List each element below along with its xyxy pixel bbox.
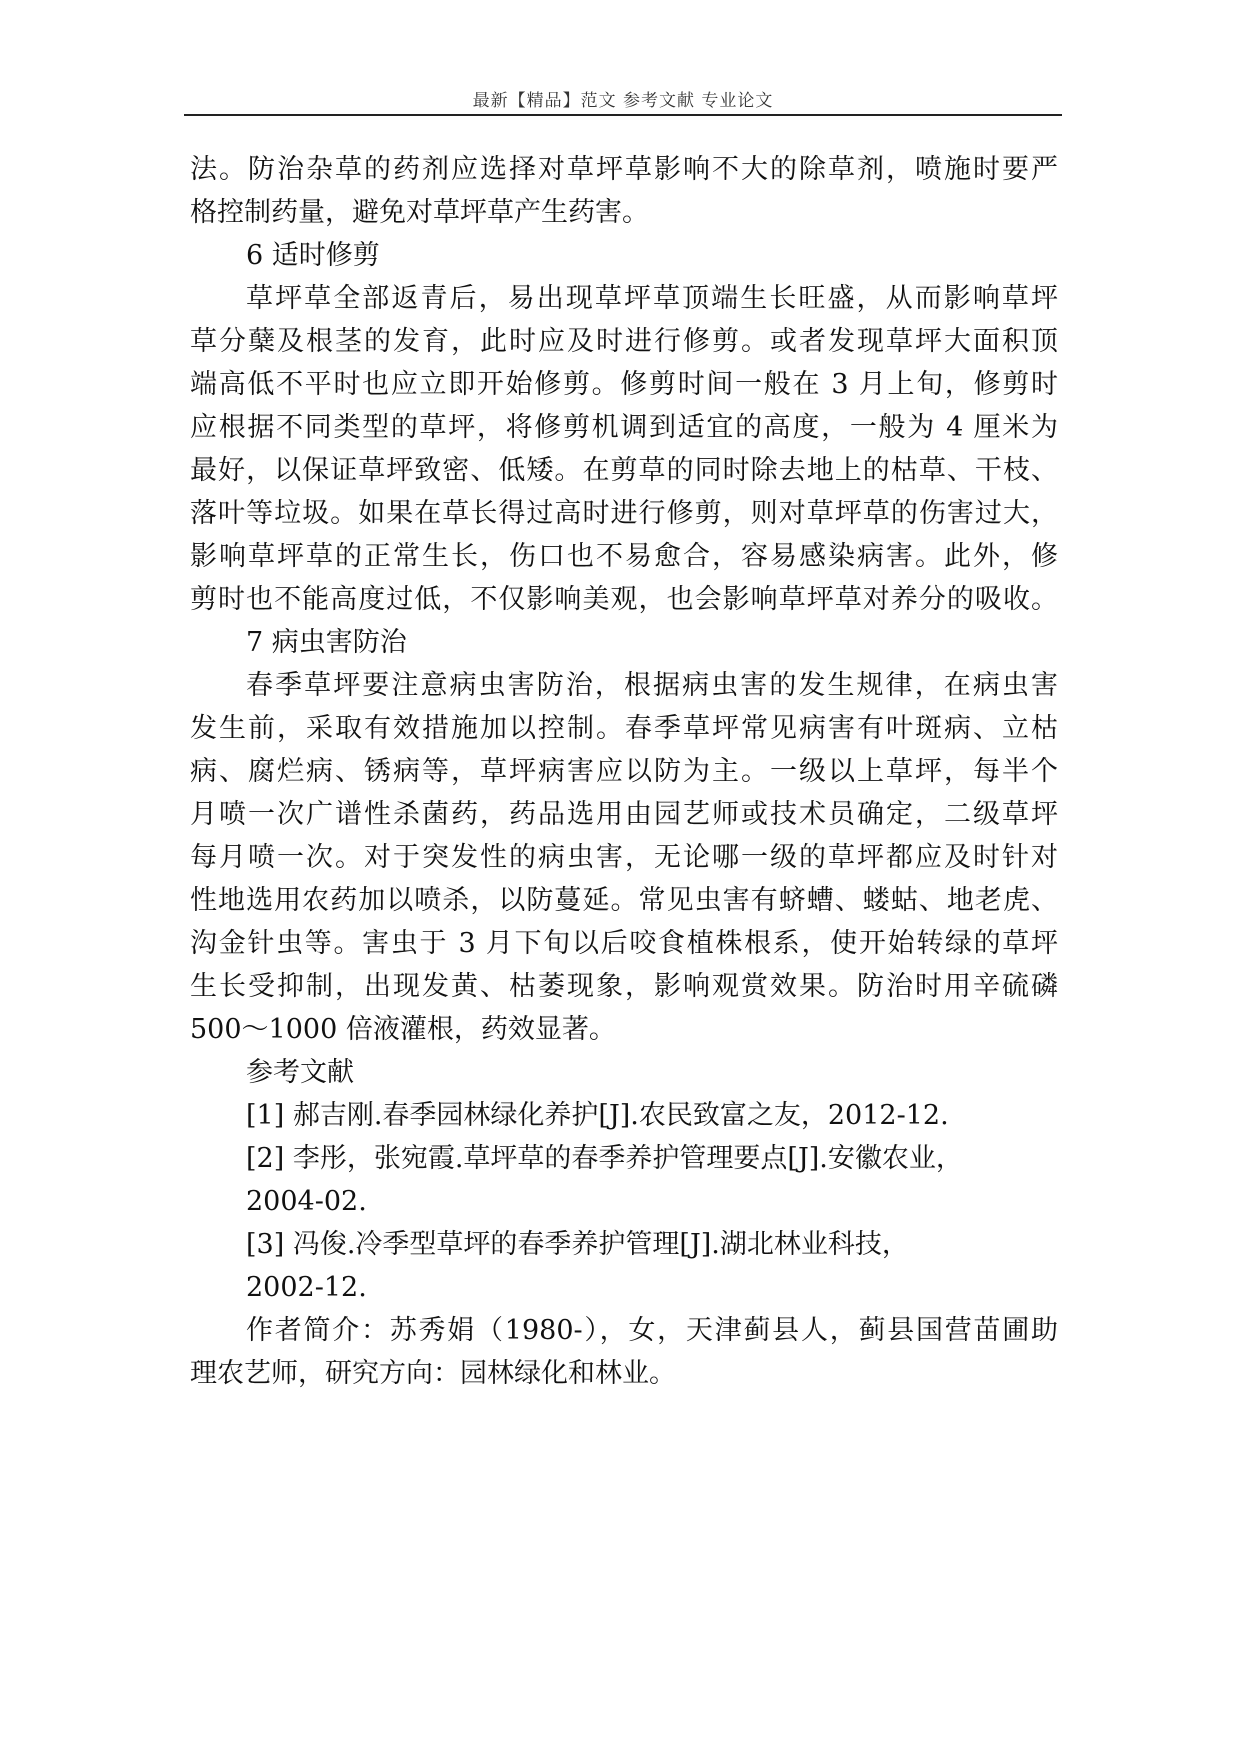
document-body bbox=[190, 148, 1058, 1395]
text-line: 生长受抑制，出现发黄、枯萎现象，影响观赏效果。防治时用辛硫磷 bbox=[190, 971, 1058, 1002]
text-line: 500～1000 倍液灌根，药效显著。 bbox=[190, 1014, 616, 1045]
reference-item: [1] 郝吉刚.春季园林绿化养护[J].农民致富之友，2012-12. bbox=[246, 1100, 949, 1131]
text-line: 每月喷一次。对于突发性的病虫害，无论哪一级的草坪都应及时针对 bbox=[190, 842, 1058, 873]
text-line: 病、腐烂病、锈病等，草坪病害应以防为主。一级以上草坪，每半个 bbox=[190, 756, 1058, 787]
section-heading: 6 适时修剪 bbox=[246, 240, 380, 271]
reference-item-continued: 2002-12. bbox=[246, 1272, 367, 1303]
text-line: 草分蘖及根茎的发育，此时应及时进行修剪。或者发现草坪大面积顶 bbox=[190, 326, 1058, 357]
text-line: 月喷一次广谱性杀菌药，药品选用由园艺师或技术员确定，二级草坪 bbox=[190, 799, 1058, 830]
text-line: 端高低不平时也应立即开始修剪。修剪时间一般在 3 月上旬，修剪时 bbox=[190, 369, 1058, 400]
text-line: 沟金针虫等。害虫于 3 月下旬以后咬食植株根系，使开始转绿的草坪 bbox=[190, 928, 1058, 959]
text-line: 格控制药量，避免对草坪草产生药害。 bbox=[190, 197, 649, 228]
text-line: 最好，以保证草坪致密、低矮。在剪草的同时除去地上的枯草、干枝、 bbox=[190, 455, 1058, 486]
text-line: 剪时也不能高度过低，不仅影响美观，也会影响草坪草对养分的吸收。 bbox=[190, 584, 1058, 615]
author-bio: 理农艺师，研究方向：园林绿化和林业。 bbox=[190, 1358, 676, 1389]
text-line: 落叶等垃圾。如果在草长得过高时进行修剪，则对草坪草的伤害过大， bbox=[190, 498, 1058, 529]
author-bio: 作者简介：苏秀娟（1980-），女，天津蓟县人，蓟县国营苗圃助 bbox=[246, 1315, 1058, 1346]
text-line: 法。防治杂草的药剂应选择对草坪草影响不大的除草剂，喷施时要严 bbox=[190, 154, 1058, 185]
text-line: 应根据不同类型的草坪，将修剪机调到适宜的高度，一般为 4 厘米为 bbox=[190, 412, 1058, 443]
text-line: 性地选用农药加以喷杀，以防蔓延。常见虫害有蛴螬、蝼蛄、地老虎、 bbox=[190, 885, 1058, 916]
section-heading: 7 病虫害防治 bbox=[246, 627, 407, 658]
reference-item: [2] 李彤，张宛霞.草坪草的春季养护管理要点[J].安徽农业， bbox=[246, 1143, 963, 1174]
reference-item: [3] 冯俊.冷季型草坪的春季养护管理[J].湖北林业科技， bbox=[246, 1229, 909, 1260]
references-heading: 参考文献 bbox=[246, 1057, 354, 1088]
header-divider bbox=[184, 114, 1062, 116]
text-line: 草坪草全部返青后，易出现草坪草顶端生长旺盛，从而影响草坪 bbox=[246, 283, 1058, 314]
text-line: 影响草坪草的正常生长，伤口也不易愈合，容易感染病害。此外，修 bbox=[190, 541, 1058, 572]
text-line: 发生前，采取有效措施加以控制。春季草坪常见病害有叶斑病、立枯 bbox=[190, 713, 1058, 744]
reference-item-continued: 2004-02. bbox=[246, 1186, 367, 1217]
text-line: 春季草坪要注意病虫害防治，根据病虫害的发生规律，在病虫害 bbox=[246, 670, 1058, 701]
page-header: 最新【精品】范文 参考文献 专业论文 bbox=[472, 91, 774, 111]
